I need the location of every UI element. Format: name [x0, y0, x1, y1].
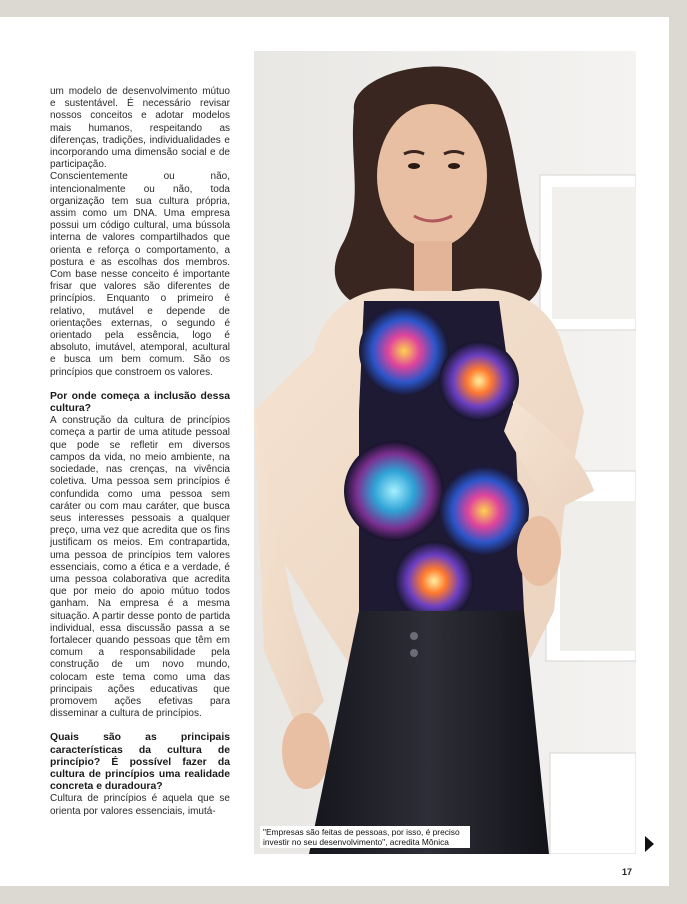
article-column: [50, 86, 230, 818]
photo-caption: "Empresas são feitas de pessoas, por isso, é preciso investir no seu desenvolvimento", acredita Mônica: [260, 826, 470, 848]
article-subheading-2: Quais são as principais características da cultura de princípio? É possível fazer da cultura de princípios uma realidade concreta e duradoura?: [50, 732, 230, 793]
article-paragraph-4: Cultura de princípios é aquela que se orienta por valores essenciais, imutá-: [50, 793, 230, 817]
portrait-illustration: [254, 51, 636, 854]
page-number: 17: [622, 867, 633, 877]
article-subheading-1: Por onde começa a inclusão dessa cultura?: [50, 390, 230, 415]
next-arrow-icon: [645, 836, 654, 852]
article-paragraph-2: Conscientemente ou não, intencionalmente ou não, toda organização tem sua cultura própria, assim como um DNA. Uma empresa possui um código cultural, uma bússola interna de valores compartilhados que orienta e reforça o comportamento, a postura e as escolhas dos membros. Com base nesse conceito é importante frisar que valores são diferentes de princípios. Enquanto o primeiro é relativo, mutável e depende de orientações externas, o segundo é orientado pela essência, logo é absoluto, imutável, atemporal, acultural e busca um bem comum. São os princípios que constroem os valores.: [50, 171, 230, 378]
portrait-photo: [254, 51, 636, 854]
article-paragraph-3: A construção da cultura de princípios começa a partir de uma atitude pessoal que pode se refletir em diversos campos da vida, no meio ambiente, na sociedade, nas crenças, na vivência coletiva. Uma pessoa sem princípios é confundida como uma pessoa sem caráter ou com mau caráter, que busca seus interesses pessoais a qualquer preço, uma vez que acredita que os fins justificam os meios. Em contrapartida, uma pessoa de princípios tem valores essenciais, como a ética e a verdade, é uma pessoa colaborativa que acredita que por meio do apoio mútuo todos ganham. Na empresa é a mesma situação. A partir desse ponto de partida individual, essa discussão passa a se fortalecer quando pessoas que têm em comum a responsabilidade pela construção de um novo mundo, colocam este tema como uma das principais ações educativas que promovem ações efetivas para disseminar a cultura de princípios.: [50, 415, 230, 720]
article-paragraph-1: um modelo de desenvolvimento mútuo e sustentável. É necessário revisar nossos conceitos e adotar modelos mais humanos, respeitando as diferenças, tradições, individualidades e incorporando uma dimensão social e de participação.: [50, 86, 230, 171]
